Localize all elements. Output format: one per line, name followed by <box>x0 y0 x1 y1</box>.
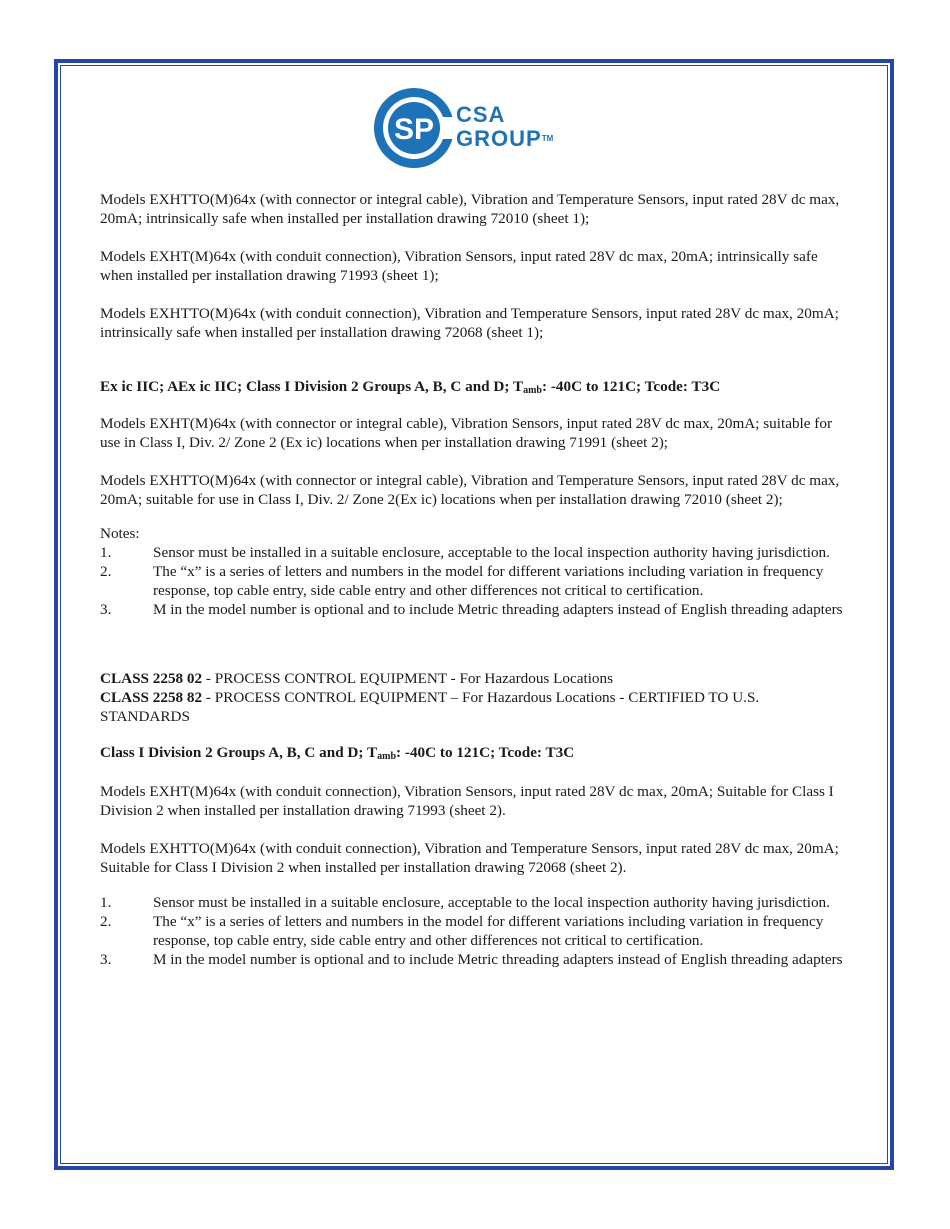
paragraph: Models EXHT(M)64x (with connector or integral cable), Vibration Sensors, input rated 28V dc max, 20mA; suitable for use in Class I, Div. 2/ Zone 2 (Ex ic) locations when per installation drawing 71991 (sheet 2); <box>100 415 833 451</box>
section-heading: Class I Division 2 Groups A, B, C and D; $T_{amb}$: -40C to 121C; Tcode: T3C <box>100 744 575 762</box>
note-item: 1. Sensor must be installed in a suitable enclosure, acceptable to the local inspection authority having jurisdiction. <box>100 894 830 911</box>
paragraph: Models EXHTTO(M)64x (with conduit connection), Vibration and Temperature Sensors, input rated 28V dc max, 20mA; intrinsically safe when installed per installation drawing 72068 (sheet 1); <box>100 305 839 341</box>
notes-list <box>100 543 850 619</box>
paragraph: Models EXHTTO(M)64x (with connector or integral cable), Vibration and Temperature Sensors, input rated 28V dc max, 20mA; suitable for use in Class I, Div. 2/ Zone 2(Ex ic) locations when per installation drawing 72010 (sheet 2); <box>100 472 840 508</box>
note-item: 1. Sensor must be installed in a suitable enclosure, acceptable to the local inspection authority having jurisdiction. <box>100 544 830 561</box>
logo-line-group: GROUP <box>456 126 542 151</box>
notes-list <box>100 893 850 969</box>
notes-label: Notes: <box>100 525 140 542</box>
logo-trademark: TM <box>541 134 554 143</box>
note-item: 2. The “x” is a series of letters and numbers in the model for different variations including variation in frequency response, top cable entry, side cable entry and other differences not critical to certification. <box>100 563 824 599</box>
class-line: CLASS 2258 82 - PROCESS CONTROL EQUIPMENT – For Hazardous Locations - CERTIFIED TO U.S. STANDARDS <box>100 689 760 725</box>
paragraph: Models EXHT(M)64x (with conduit connection), Vibration Sensors, input rated 28V dc max, 20mA; Suitable for Class I Division 2 when installed per installation drawing 71993 (sheet 2). <box>100 783 834 819</box>
logo-line-csa: CSA <box>456 102 506 127</box>
class-line: CLASS 2258 02 - PROCESS CONTROL EQUIPMENT - For Hazardous Locations <box>100 670 614 687</box>
paragraph: Models EXHTTO(M)64x (with conduit connection), Vibration and Temperature Sensors, input rated 28V dc max, 20mA; Suitable for Class I Division 2 when installed per installation drawing 72068 (sheet 2). <box>100 840 839 876</box>
section-heading: Ex ic IIC; AEx ic IIC; Class I Division 2 Groups A, B, C and D; $T_{amb}$: -40C to 121C; Tcode: T3C <box>100 378 721 396</box>
logo-wordmark <box>456 103 553 151</box>
document-body <box>100 190 850 969</box>
csa-group-logo <box>372 83 602 173</box>
paragraph: Models EXHT(M)64x (with conduit connection), Vibration Sensors, input rated 28V dc max, 20mA; intrinsically safe when installed per installation drawing 71993 (sheet 1); <box>100 248 818 284</box>
note-item: 3. M in the model number is optional and to include Metric threading adapters instead of English threading adapters <box>100 601 843 618</box>
note-item: 3. M in the model number is optional and to include Metric threading adapters instead of English threading adapters <box>100 951 843 968</box>
note-item: 2. The “x” is a series of letters and numbers in the model for different variations including variation in frequency response, top cable entry, side cable entry and other differences not critical to certification. <box>100 913 824 949</box>
svg-text:SP: SP <box>393 113 435 146</box>
csa-seal-icon <box>372 83 456 173</box>
paragraph: Models EXHTTO(M)64x (with connector or integral cable), Vibration and Temperature Sensors, input rated 28V dc max, 20mA; intrinsically safe when installed per installation drawing 72010 (sheet 1); <box>100 191 840 227</box>
